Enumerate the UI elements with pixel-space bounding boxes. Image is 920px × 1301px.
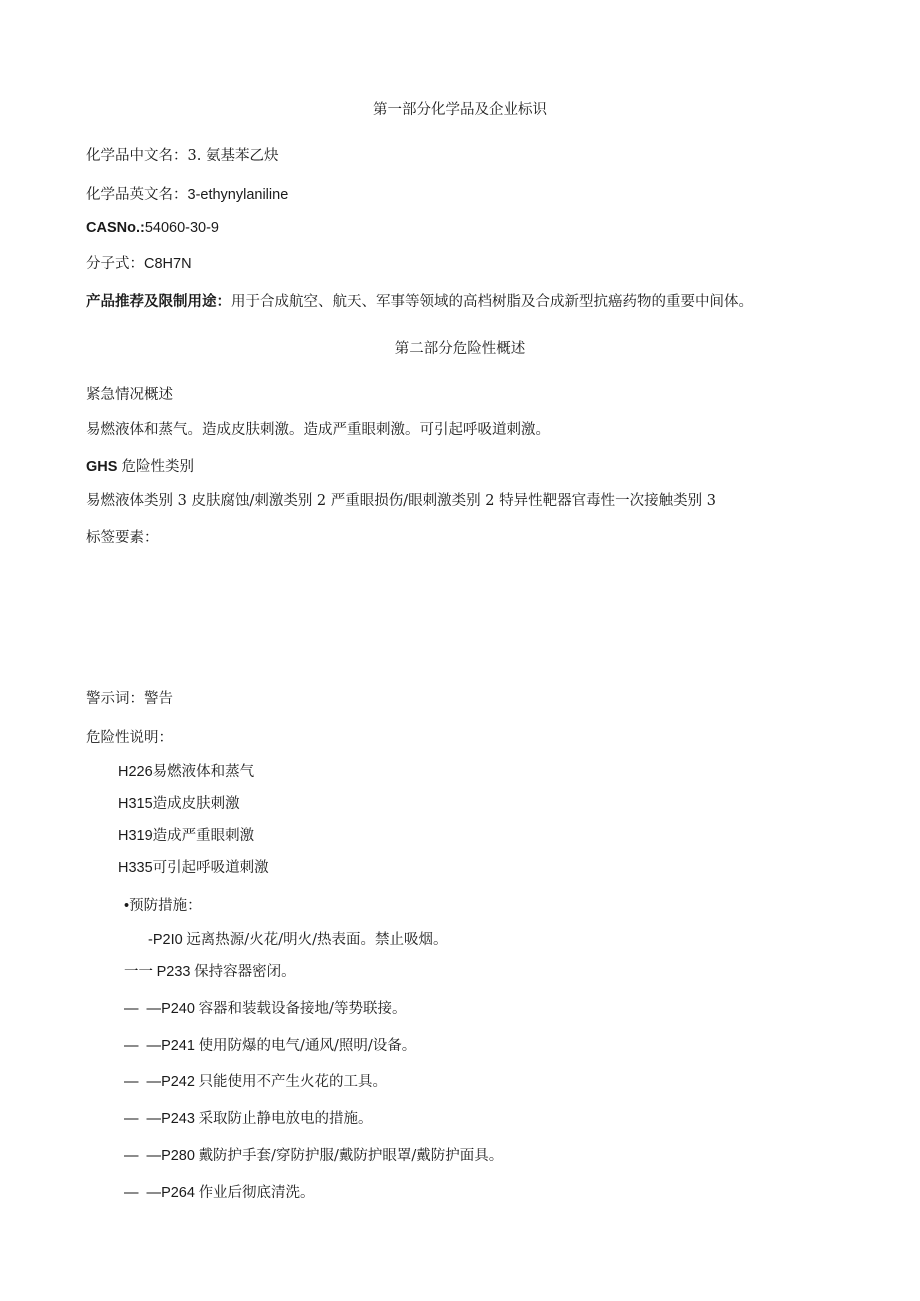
hazard-statement-item — [118, 858, 269, 878]
hazard-statement-item — [118, 794, 240, 814]
hazard-text: 造成皮肤刺激 — [152, 796, 240, 812]
cas-line — [86, 218, 219, 238]
prevention-prefix: — — — [124, 1185, 162, 1201]
usage-label: 产品推荐及限制用途： — [86, 294, 231, 310]
prevention-code: P240 — [161, 1001, 195, 1017]
hazard-code: H315 — [118, 796, 153, 812]
prevention-item — [124, 1036, 416, 1056]
prevention-text: 容器和装载设备接地/等势联接。 — [198, 1001, 407, 1017]
prevention-prefix: 一一 — [124, 964, 153, 980]
prevention-code: P280 — [161, 1148, 195, 1164]
prevention-code: P233 — [156, 964, 191, 980]
ghs-text: 易燃液体类别 3 皮肤腐蚀/刺激类别 2 严重眼损伤/眼刺激类别 2 特异性靶器官毒性一次接触类别 3 — [86, 493, 716, 509]
prevention-code: P264 — [161, 1185, 195, 1201]
section1-title: 第一部分化学品及企业标识 — [373, 102, 547, 118]
prevention-prefix: — — — [124, 1111, 162, 1127]
prevention-prefix: — — — [124, 1038, 162, 1054]
emergency-text: 易燃液体和蒸气。造成皮肤刺激。造成严重眼刺激。可引起呼吸道刺激。 — [86, 422, 550, 438]
prevention-item — [124, 1072, 387, 1092]
prevention-item — [124, 1183, 315, 1203]
en-name-line — [86, 185, 288, 205]
ghs-heading-rest: 危险性类别 — [121, 459, 194, 475]
usage-value: 用于合成航空、航天、军事等领域的高档树脂及合成新型抗癌药物的重要中间体。 — [231, 294, 753, 310]
signal-word-label: 警示词： — [86, 691, 144, 707]
hazard-code: H226 — [118, 764, 153, 780]
emergency-heading: 紧急情况概述 — [86, 387, 173, 403]
prevention-text: 保持容器密闭。 — [194, 964, 296, 980]
prevention-label: •预防措施： — [124, 898, 202, 914]
cas-label: CASNo.: — [86, 220, 145, 236]
hazard-code: H319 — [118, 828, 153, 844]
formula-label: 分子式： — [86, 256, 144, 272]
prevention-prefix: - — [148, 932, 153, 948]
ghs-heading — [86, 457, 194, 477]
prevention-text: 戴防护手套/穿防护服/戴防护眼罩/戴防护面具。 — [198, 1148, 504, 1164]
prevention-code: P2I0 — [152, 932, 183, 948]
prevention-text: 使用防爆的电气/通风/照明/设备。 — [198, 1038, 417, 1054]
en-name-label: 化学品英文名： — [86, 187, 188, 203]
prevention-text: 只能使用不产生火花的工具。 — [198, 1074, 388, 1090]
label-elements: 标签要素： — [86, 530, 159, 546]
formula-line — [86, 254, 192, 274]
prevention-item — [124, 1109, 373, 1129]
formula-value: C8H7N — [144, 256, 192, 272]
prevention-item — [124, 1146, 503, 1166]
hazard-text: 可引起呼吸道刺激 — [152, 860, 269, 876]
hazard-text: 易燃液体和蒸气 — [152, 764, 255, 780]
cas-value: 54060-30-9 — [144, 220, 219, 236]
prevention-prefix: — — — [124, 1074, 162, 1090]
section2-title: 第二部分危险性概述 — [394, 341, 526, 357]
prevention-item — [124, 962, 296, 982]
cn-name-value: 3. 氨基苯乙炔 — [187, 148, 279, 164]
signal-word-line — [86, 689, 173, 709]
hazard-statements-label: 危险性说明： — [86, 730, 173, 746]
prevention-text: 远离热源/火花/明火/热表面。禁止吸烟。 — [186, 932, 448, 948]
prevention-prefix: — — — [124, 1148, 162, 1164]
usage-line — [86, 292, 753, 312]
hazard-code: H335 — [118, 860, 153, 876]
hazard-statement-item — [118, 762, 254, 782]
hazard-statement-item — [118, 826, 254, 846]
prevention-text: 采取防止静电放电的措施。 — [198, 1111, 373, 1127]
prevention-item — [124, 999, 406, 1019]
signal-word-value: 警告 — [144, 691, 173, 707]
cn-name-line — [86, 146, 278, 166]
cn-name-label: 化学品中文名： — [86, 148, 188, 164]
prevention-text: 作业后彻底清洗。 — [198, 1185, 315, 1201]
prevention-code: P243 — [161, 1111, 195, 1127]
prevention-prefix: — — — [124, 1001, 162, 1017]
ghs-heading-prefix: GHS — [86, 459, 118, 475]
prevention-code: P241 — [161, 1038, 195, 1054]
prevention-code: P242 — [161, 1074, 195, 1090]
en-name-value: 3-ethynylaniline — [187, 187, 289, 203]
hazard-text: 造成严重眼刺激 — [152, 828, 255, 844]
prevention-item — [148, 930, 447, 950]
